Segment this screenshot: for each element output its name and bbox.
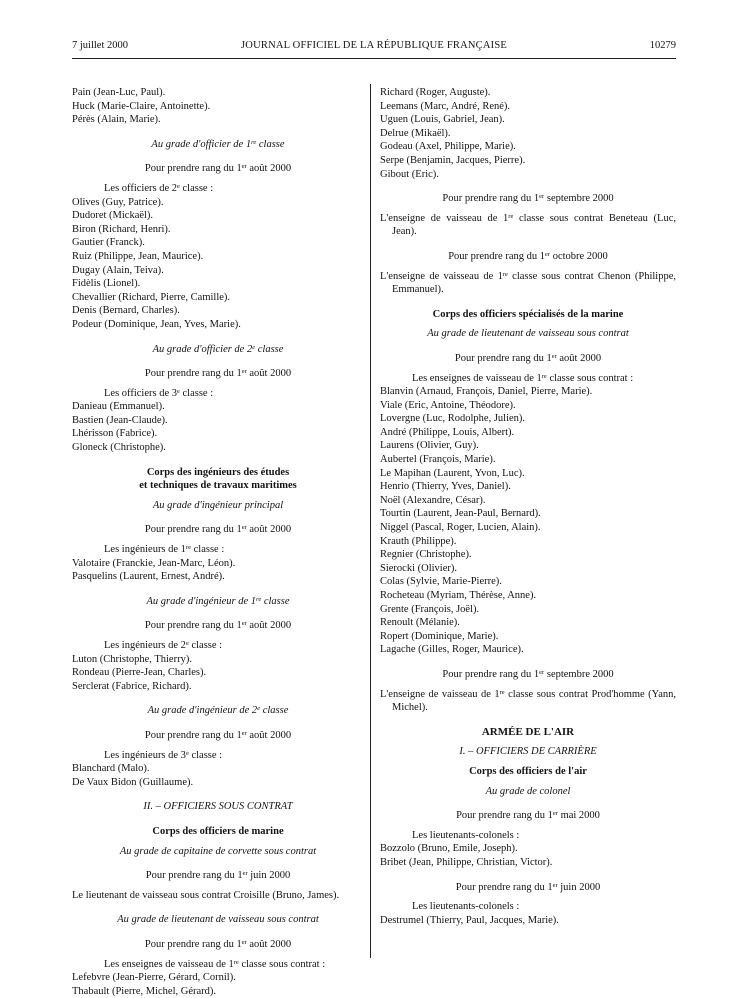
grade-heading: Au grade d'officier de 1re classe	[151, 138, 285, 150]
grade-heading: Au grade de colonel	[485, 785, 571, 797]
grade-heading: Au grade d'officier de 2e classe	[152, 343, 284, 355]
name-entry: Godeau (Axel, Philippe, Marie).	[380, 141, 516, 153]
spacer	[72, 584, 364, 595]
column-divider	[370, 84, 371, 958]
grade-heading: Au grade d'ingénieur principal	[152, 499, 284, 511]
header-rule	[72, 58, 676, 59]
section-heading: II. – OFFICIERS SOUS CONTRAT	[143, 801, 293, 813]
name-entry: André (Philippe, Louis, Albert).	[380, 426, 515, 438]
right-column	[380, 86, 676, 927]
spacer	[380, 870, 676, 881]
appointment-paragraph: L'enseigne de vaisseau de 1re classe sous contrat Prod'homme (Yann, Michel).	[380, 688, 676, 714]
name-entry: Richard (Roger, Auguste).	[380, 87, 491, 98]
group-intro: Les lieutenants-colonels :	[412, 901, 520, 913]
corps-heading: Corps des ingénieurs des études	[146, 466, 290, 478]
spacer	[72, 356, 364, 367]
name-entry: Colas (Sylvie, Marie-Pierre).	[380, 576, 502, 588]
spacer	[72, 127, 364, 138]
spacer	[380, 181, 676, 192]
name-entry: Aubertel (François, Marie).	[380, 454, 496, 466]
name-entry: Huck (Marie-Claire, Antoinette).	[72, 100, 211, 112]
spacer	[72, 789, 364, 800]
spacer	[380, 657, 676, 668]
name-entry: Niggel (Pascal, Roger, Lucien, Alain).	[380, 522, 541, 534]
name-entry: De Vaux Bidon (Guillaume).	[72, 776, 194, 788]
name-entry: Luton (Christophe, Thierry).	[72, 653, 192, 665]
name-entry: Henrio (Thierry, Yves, Daniel).	[380, 481, 511, 493]
group-intro: Les lieutenants-colonels :	[412, 829, 520, 841]
spacer	[72, 814, 364, 825]
rank-date-line: Pour prendre rang du 1er août 2000	[144, 620, 292, 632]
spacer	[72, 718, 364, 729]
grade-heading: Au grade d'ingénieur de 2e classe	[147, 705, 289, 717]
corps-heading: Corps des officiers spécialisés de la marine	[432, 308, 624, 320]
name-entry: Lagache (Gilles, Roger, Maurice).	[380, 644, 524, 656]
group-intro: Les officiers de 3e classe :	[104, 387, 214, 399]
rank-date-line: Pour prendre rang du 1er août 2000	[144, 524, 292, 536]
name-entry: Tourtin (Laurent, Jean-Paul, Bernard).	[380, 508, 541, 520]
name-entry: Olives (Guy, Patrice).	[72, 196, 164, 208]
name-entry: Serclerat (Fabrice, Richard).	[72, 680, 192, 692]
name-entry: Sierocki (Olivier).	[380, 562, 457, 574]
name-entry: Noël (Alexandre, César).	[380, 494, 486, 506]
rank-date-line: Pour prendre rang du 1er septembre 2000	[442, 193, 614, 205]
rank-date-line: Pour prendre rang du 1er août 2000	[454, 352, 602, 364]
name-entry: Uguen (Louis, Gabriel, Jean).	[380, 114, 505, 126]
group-intro: Les officiers de 2e classe :	[104, 182, 214, 194]
name-entry: Bribet (Jean, Philippe, Christian, Victor).	[380, 856, 553, 868]
name-entry: Danieau (Emmanuel).	[72, 401, 165, 413]
rank-date-line: Pour prendre rang du 1er juin 2000	[145, 870, 291, 882]
name-entry: Renoult (Mélanie).	[380, 617, 460, 629]
rank-date-line: Pour prendre rang du 1er août 2000	[144, 938, 292, 950]
spacer	[380, 297, 676, 308]
name-entry: Destrumel (Thierry, Paul, Jacques, Marie).	[380, 914, 559, 926]
rank-date-line: Pour prendre rang du 1er mai 2000	[456, 810, 600, 822]
section-heading: I. – OFFICIERS DE CARRIÈRE	[459, 746, 597, 758]
spacer	[380, 341, 676, 352]
group-intro: Les ingénieurs de 3e classe :	[104, 749, 223, 761]
name-entry: Valotaire (Franckie, Jean-Marc, Léon).	[72, 557, 236, 569]
name-entry: Dudoret (Mickaël).	[72, 210, 154, 222]
page-header	[72, 40, 676, 56]
name-entry: Blanchard (Malo).	[72, 763, 150, 775]
rank-date-line: Pour prendre rang du 1er septembre 2000	[442, 668, 614, 680]
name-entry: Lefebvre (Jean-Pierre, Gérard, Cornil).	[72, 972, 236, 984]
name-entry: Ropert (Dominique, Marie).	[380, 630, 499, 642]
corps-heading: et techniques de travaux maritimes	[139, 480, 297, 492]
name-entry: Blanvin (Arnaud, François, Daniel, Pierre, Marie).	[380, 386, 593, 398]
name-entry: Ruiz (Philippe, Jean, Maurice).	[72, 250, 204, 262]
grade-heading: Au grade d'ingénieur de 1re classe	[146, 595, 290, 607]
header-title: JOURNAL OFFICIEL DE LA RÉPUBLIQUE FRANÇAISE	[241, 40, 507, 51]
name-entry: Gibout (Eric).	[380, 168, 439, 180]
group-intro: Les enseignes de vaisseau de 1re classe sous contrat :	[104, 958, 326, 970]
corps-heading: Corps des officiers de l'air	[469, 765, 587, 777]
corps-heading: Corps des officiers de marine	[152, 825, 284, 837]
appointment-paragraph: L'enseigne de vaisseau de 1re classe sous contrat Chenon (Philippe, Emmanuel).	[380, 270, 676, 296]
name-entry: Le lieutenant de vaisseau sous contrat Croisille (Bruno, James).	[72, 889, 340, 901]
name-entry: Gloneck (Christophe).	[72, 442, 166, 454]
name-entry: Le Mapihan (Laurent, Yvon, Luc).	[380, 467, 525, 479]
spacer	[72, 693, 364, 704]
name-entry: Denis (Bernard, Charles).	[72, 305, 180, 317]
name-entry: Lovergne (Luc, Rodolphe, Julien).	[380, 413, 526, 425]
header-date: 7 juillet 2000	[72, 40, 128, 51]
name-entry: Pain (Jean-Luc, Paul).	[72, 87, 166, 98]
appointment-paragraph: L'enseigne de vaisseau de 1re classe sous contrat Beneteau (Luc, Jean).	[380, 212, 676, 238]
spacer	[72, 902, 364, 913]
name-entry: Viale (Eric, Antoine, Théodore).	[380, 399, 516, 411]
name-entry: Dugay (Alain, Teiva).	[72, 264, 164, 276]
rank-date-line: Pour prendre rang du 1er août 2000	[144, 368, 292, 380]
name-entry: Regnier (Christophe).	[380, 549, 472, 561]
spacer	[380, 715, 676, 726]
spacer	[72, 332, 364, 343]
page-number: 10279	[649, 40, 676, 51]
name-entry: Serpe (Benjamin, Jacques, Pierre).	[380, 154, 526, 166]
spacer	[72, 608, 364, 619]
spacer	[380, 239, 676, 250]
name-entry: Grente (François, Joël).	[380, 603, 480, 615]
name-entry: Pasquelins (Laurent, Ernest, André).	[72, 571, 225, 583]
spacer	[72, 927, 364, 938]
name-entry: Bastien (Jean-Claude).	[72, 414, 168, 426]
name-entry: Gautier (Franck).	[72, 237, 145, 249]
name-entry: Leemans (Marc, André, René).	[380, 100, 511, 112]
name-entry: Fidèlis (Lionel).	[72, 278, 141, 290]
group-intro: Les ingénieurs de 2e classe :	[104, 640, 223, 651]
name-entry: Bozzolo (Bruno, Emile, Joseph).	[380, 843, 518, 855]
name-entry: Podeur (Dominique, Jean, Yves, Marie).	[72, 318, 241, 330]
name-entry: Pérès (Alain, Marie).	[72, 114, 161, 126]
name-entry: Delrue (Mikaël).	[380, 127, 451, 139]
spacer	[72, 455, 364, 466]
group-intro: Les ingénieurs de 1re classe :	[104, 544, 225, 556]
rank-date-line: Pour prendre rang du 1er octobre 2000	[448, 250, 608, 262]
left-column	[72, 86, 364, 998]
rank-date-line: Pour prendre rang du 1er juin 2000	[455, 881, 601, 893]
spacer	[380, 798, 676, 809]
name-entry: Biron (Richard, Henri).	[72, 223, 171, 235]
grade-heading: Au grade de capitaine de corvette sous contrat	[119, 845, 317, 857]
grade-heading: Au grade de lieutenant de vaisseau sous contrat	[427, 328, 629, 340]
name-entry: Rondeau (Pierre-Jean, Charles).	[72, 667, 207, 679]
name-entry: Krauth (Philippe).	[380, 535, 457, 547]
group-intro: Les enseignes de vaisseau de 1re classe sous contrat :	[412, 372, 634, 384]
grade-heading: Au grade de lieutenant de vaisseau sous contrat	[117, 914, 319, 926]
spacer	[72, 512, 364, 523]
name-entry: Lhérisson (Fabrice).	[72, 428, 158, 440]
name-entry: Laurens (Olivier, Guy).	[380, 440, 479, 452]
spacer	[72, 858, 364, 869]
name-entry: Thabault (Pierre, Michel, Gérard).	[72, 985, 217, 997]
name-entry: Chevallier (Richard, Pierre, Camille).	[72, 291, 231, 303]
spacer	[72, 151, 364, 162]
rank-date-line: Pour prendre rang du 1er août 2000	[144, 163, 292, 175]
section-title: ARMÉE DE L'AIR	[481, 725, 575, 738]
rank-date-line: Pour prendre rang du 1er août 2000	[144, 729, 292, 741]
name-entry: Rocheteau (Myriam, Thérèse, Anne).	[380, 590, 537, 601]
